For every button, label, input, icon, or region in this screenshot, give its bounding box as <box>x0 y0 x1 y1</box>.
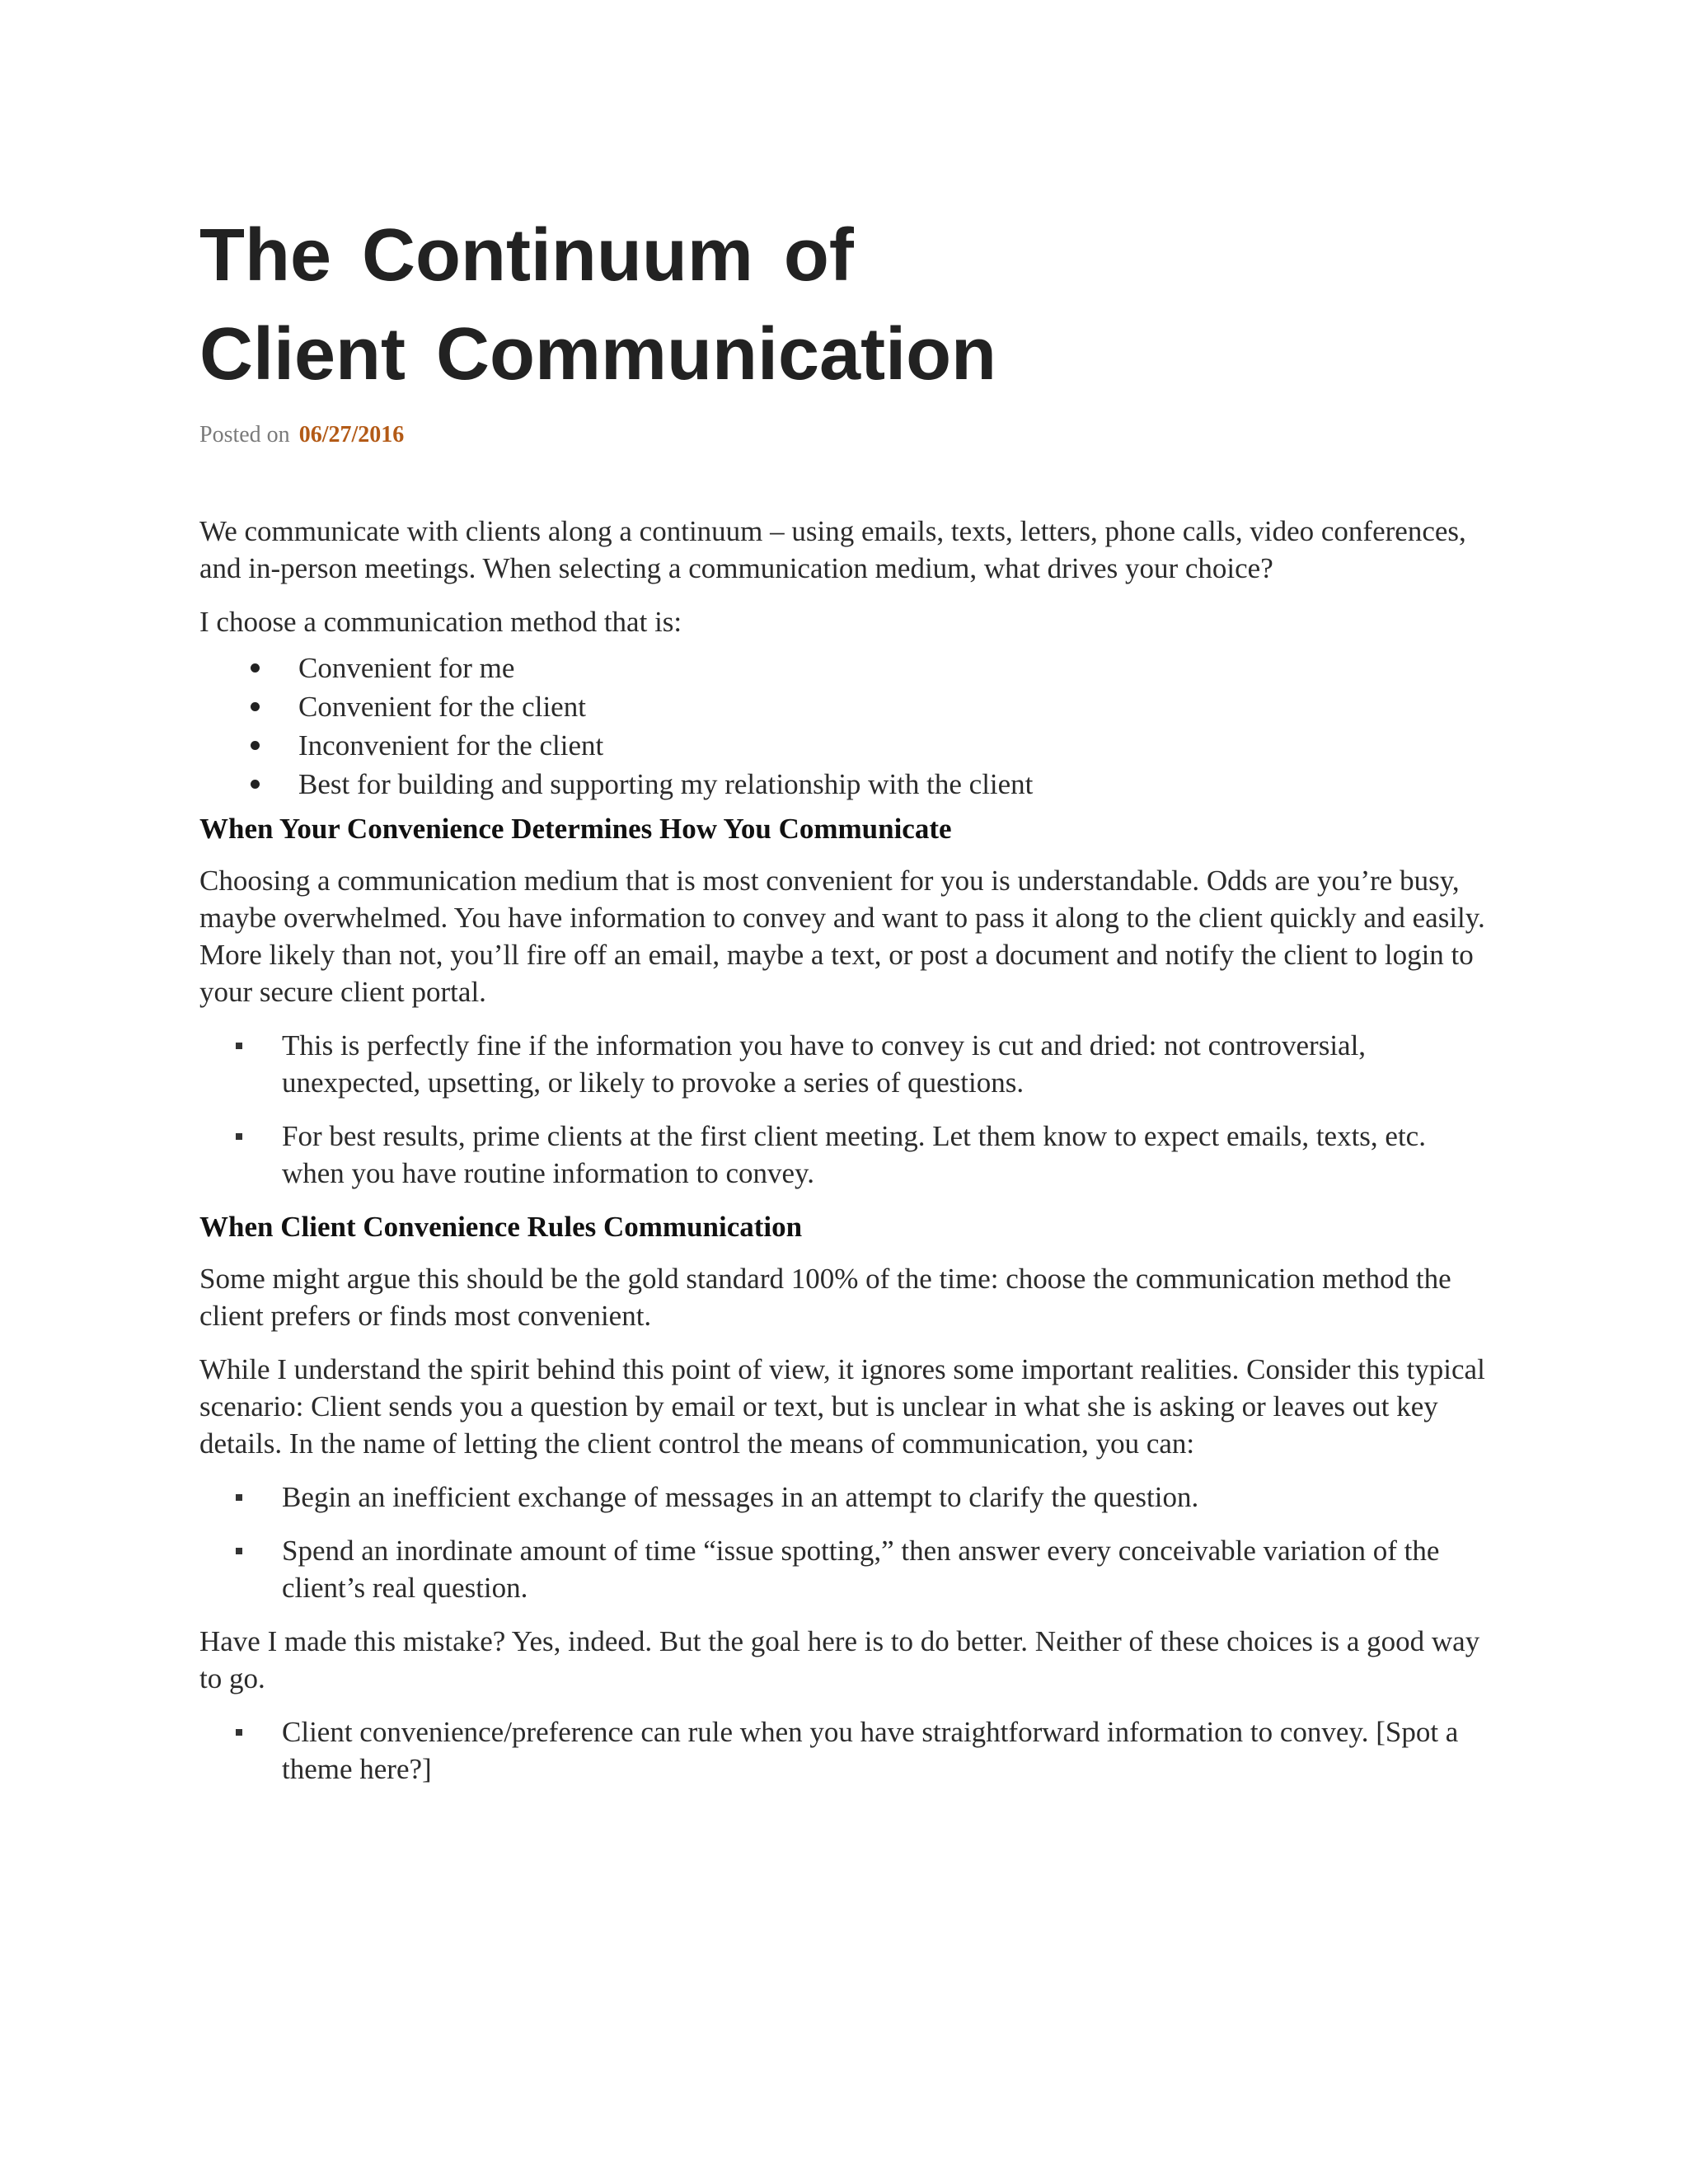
section2-paragraph-3: Have I made this mistake? Yes, indeed. But the goal here is to do better. Neither of these choices is a good way to go. <box>199 1625 1480 1694</box>
posted-date-link[interactable]: 06/27/2016 <box>298 422 405 448</box>
list-item <box>199 1479 1502 1516</box>
bullet-icon <box>251 663 260 673</box>
list-item <box>199 1118 1502 1192</box>
square-bullet-icon <box>236 1133 242 1140</box>
bullet-icon <box>251 741 260 750</box>
list-item <box>199 687 1502 726</box>
posted-prefix: Posted on <box>199 422 290 448</box>
square-bullet-icon <box>236 1494 242 1501</box>
list-item <box>199 1027 1502 1101</box>
section2-points-2 <box>199 1713 1502 1788</box>
list-item-text: Spend an inordinate amount of time “issue spotting,” then answer every conceivable variation of the client’s real question. <box>282 1535 1440 1604</box>
article-body <box>199 513 1502 1788</box>
list-item <box>199 649 1502 687</box>
list-item <box>199 726 1502 765</box>
square-bullet-icon <box>236 1043 242 1049</box>
section1-points <box>199 1027 1502 1192</box>
section2-paragraph-2: While I understand the spirit behind this point of view, it ignores some important realities. Consider this typical scenario: Client sends you a question by email or text, but is unclear in what she is asking or leaves out key details. In the name of letting the client control the means of communication, you can: <box>199 1353 1485 1460</box>
list-item-text: Best for building and supporting my relationship with the client <box>298 768 1034 800</box>
choices-list <box>199 649 1502 804</box>
list-item-text: Convenient for the client <box>298 691 586 723</box>
bullet-icon <box>251 780 260 789</box>
section2-paragraph-1: Some might argue this should be the gold standard 100% of the time: choose the communication method the client prefers or finds most convenient. <box>199 1263 1451 1332</box>
section-heading-your-convenience: When Your Convenience Determines How You Communicate <box>199 813 952 845</box>
list-item-text: Convenient for me <box>298 652 515 684</box>
title-line-2: Client Communication <box>199 313 997 396</box>
section-heading-client-convenience: When Client Convenience Rules Communication <box>199 1211 803 1243</box>
list-item-text: Client convenience/preference can rule when you have straightforward information to convey. [Spot a theme here?] <box>282 1716 1459 1785</box>
list-item-text: Inconvenient for the client <box>298 729 604 762</box>
article-title <box>199 206 1502 404</box>
list-item <box>199 765 1502 804</box>
list-item <box>199 1713 1502 1788</box>
list-item-text: For best results, prime clients at the first client meeting. Let them know to expect emails, texts, etc. when you have routine information to convey. <box>282 1120 1426 1189</box>
list-item-text: This is perfectly fine if the information you have to convey is cut and dried: not controversial, unexpected, upsetting, or likely to provoke a series of questions. <box>282 1029 1367 1099</box>
section2-points <box>199 1479 1502 1606</box>
list-item-text: Begin an inefficient exchange of messages in an attempt to clarify the question. <box>282 1481 1199 1513</box>
intro-paragraph: We communicate with clients along a continuum – using emails, texts, letters, phone calls, video conferences, and in-person meetings. When selecting a communication medium, what drives your choice? <box>199 515 1466 584</box>
post-meta <box>199 422 1502 448</box>
list-item <box>199 1532 1502 1606</box>
title-line-1: The Continuum of <box>199 214 854 297</box>
bullet-icon <box>251 702 260 711</box>
square-bullet-icon <box>236 1548 242 1554</box>
square-bullet-icon <box>236 1729 242 1736</box>
choose-paragraph: I choose a communication method that is: <box>199 606 682 638</box>
section1-paragraph: Choosing a communication medium that is most convenient for you is understandable. Odds are you’re busy, maybe overwhelmed. You have information to convey and want to pass it along to the client quickly and easily. More likely than not, you’ll fire off an email, maybe a text, or post a document and notify the client to login to your secure client portal. <box>199 865 1485 1008</box>
article <box>199 206 1502 1804</box>
